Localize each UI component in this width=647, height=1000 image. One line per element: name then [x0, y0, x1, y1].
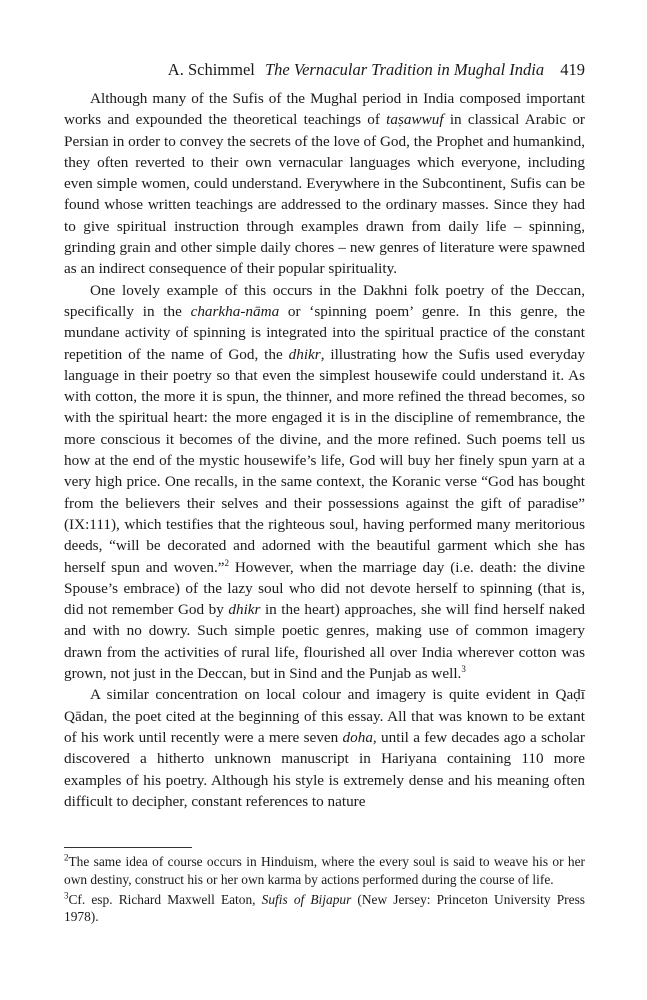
- paragraph-2-text-c: , illustrating how the Sufis used everyday language in their poetry so that even the simplest housewife could understand it. As with cotton, the more it is spun, the thinner, and more refined the thread becomes, so with the spiritual heart: the more engaged it is in the discipline of remembrance, the more conscious it becomes of the divine, and the more refined. Such poems tell us how at the end of the mystic housewife’s life, God will buy her finely spun yarn at a very high price. One recalls, in the same context, the Koranic verse “God has bought from the believers their selves and their possessions against the gift of paradise” (IX:111), which testifies that the righteous soul, having performed many meritorious deeds, “will be decorated and adorned with the beautiful garment which she has herself spun and woven.”: [64, 345, 586, 576]
- footnote-ref-3[interactable]: 3: [461, 663, 466, 674]
- footnotes: [64, 853, 585, 928]
- header-author: A. Schimmel: [167, 60, 255, 79]
- paragraph-2-text-e: in the heart) approaches, she will find herself naked and with no dowry. Such simple poetic genres, making use of common imagery drawn from the activities of rural life, flourished all over India wherever cotton was grown, not just in the Deccan, but in Sind and the Punjab as well.: [64, 601, 586, 683]
- term-charkha-nama: charkha-nāma: [190, 302, 280, 320]
- footnote-3: [64, 891, 585, 927]
- footnote-rule: [64, 847, 192, 848]
- term-dhikr-2: dhikr: [228, 601, 261, 619]
- paragraph-3: [64, 684, 585, 812]
- term-doha: doha: [342, 728, 373, 746]
- footnote-3-marker: 3: [64, 890, 69, 901]
- footnote-2: [64, 853, 585, 889]
- footnote-2-marker: 2: [64, 852, 69, 863]
- paragraph-2-text-b: or ‘spinning poem’ genre. In this genre, the mundane activity of spinning is integrated into the spiritual practice of the constant repetition of the name of God, the: [64, 302, 585, 363]
- paragraph-3-text-b: , until a few decades ago a scholar discovered a hitherto unknown manuscript in Hariyana containing 110 more examples of his poetry. Although his style is extremely dense and his meaning often difficult to decipher, constant references to nature: [64, 728, 585, 810]
- term-tasawwuf: taṣawwuf: [386, 111, 444, 129]
- footnote-2-text: The same idea of course occurs in Hinduism, where the every soul is said to weave his or her own destiny, construct his or her own karma by actions performed during the course of life.: [64, 854, 585, 887]
- footnote-ref-2[interactable]: 2: [224, 557, 229, 568]
- paragraph-1-text-b: in classical Arabic or Persian in order to convey the secrets of the love of God, the Prophet and humankind, they often reverted to their own vernacular languages which everyone, including even simple women, could understand. Everywhere in the Subcontinent, Sufis can be found whose written teachings are addressed to the ordinary masses. Since they had to give spiritual instruction through examples drawn from daily life – spinning, grinding grain and other simple daily chores – new genres of literature were spawned as an indirect consequence of their popular spirituality.: [64, 111, 585, 278]
- paragraph-2: [64, 280, 585, 685]
- paragraph-1: [64, 88, 585, 280]
- paragraph-2-text-a: One lovely example of this occurs in the Dakhni folk poetry of the Deccan, specifically in the: [64, 281, 585, 320]
- footnote-3-text-a: Cf. esp. Richard Maxwell Eaton,: [68, 891, 262, 907]
- page-number: 419: [560, 60, 585, 79]
- footnote-3-book-title: Sufis of Bijapur: [261, 891, 352, 907]
- footnote-3-text-b: (New Jersey: Princeton University Press 1978).: [64, 891, 585, 925]
- paragraph-1-text-a: Although many of the Sufis of the Mughal period in India composed important works and expounded the theoretical teachings of: [64, 90, 585, 129]
- paragraph-3-text-a: A similar concentration on local colour and imagery is quite evident in Qaḍī Qādan, the poet cited at the beginning of this essay. All that was known to be extant of his work until recently were a mere seven: [64, 686, 585, 746]
- term-dhikr: dhikr: [288, 345, 321, 363]
- running-header: [168, 60, 585, 80]
- header-title: The Vernacular Tradition in Mughal India: [264, 60, 545, 79]
- paragraph-2-text-d: However, when the marriage day (i.e. death: the divine Spouse’s embrace) of the lazy soul who did not devote herself to spinning (that is, did not remember God by: [64, 558, 586, 619]
- body-text: [64, 88, 585, 812]
